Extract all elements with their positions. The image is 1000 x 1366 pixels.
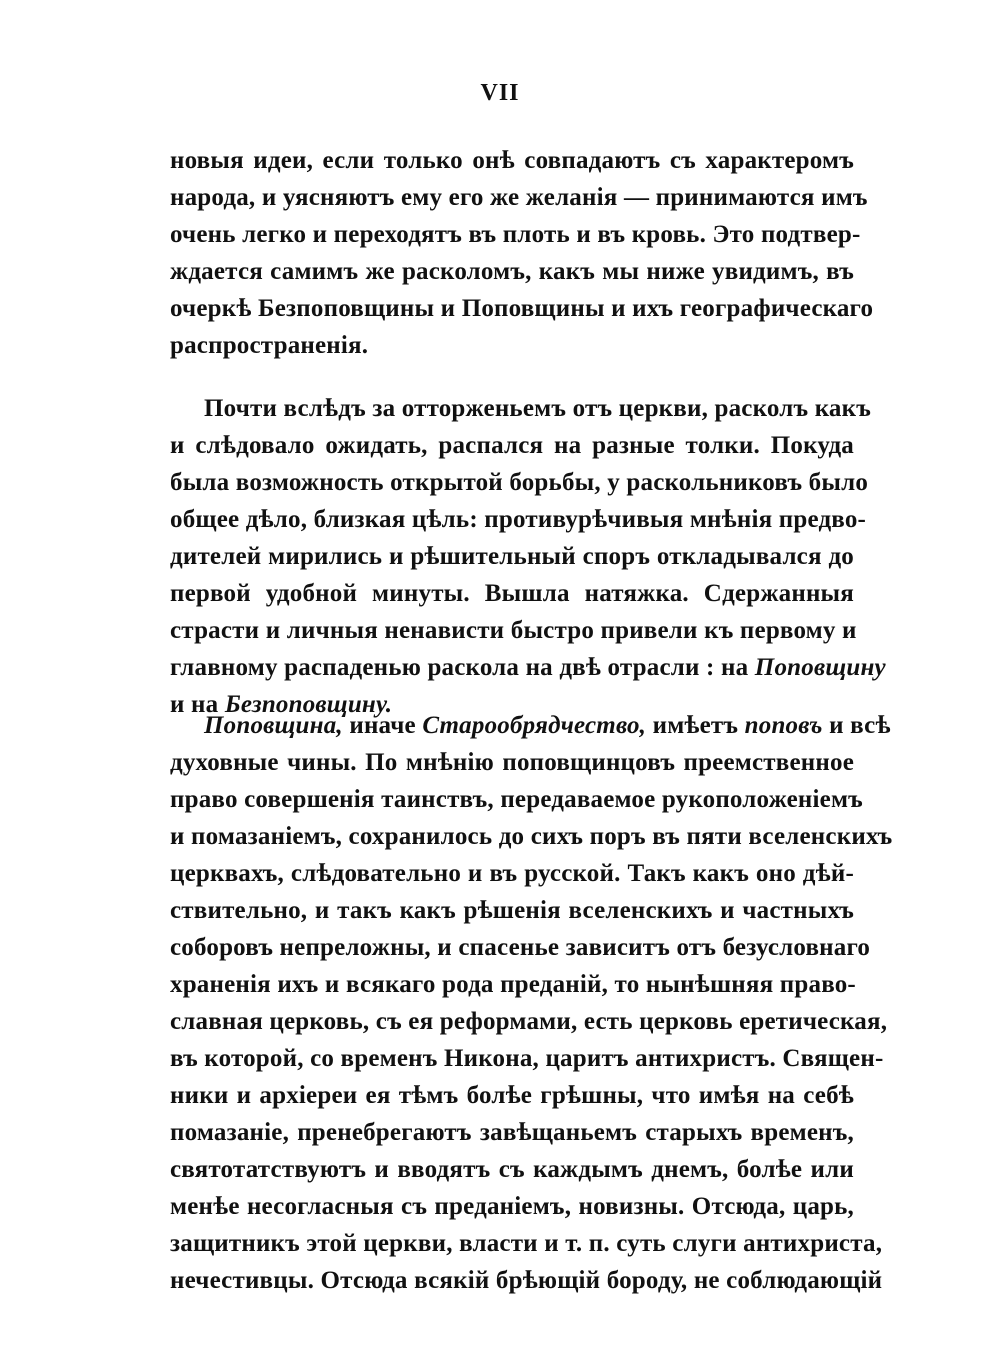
text-line: ствительно, и такъ какъ рѣшенія вселенскихъ и частныхъ [170, 897, 854, 924]
text-line: народа, и уясняютъ ему его же желанія — принимаются имъ [170, 184, 868, 211]
paragraph-2 [170, 390, 886, 723]
italic-term: Поповщина, [204, 712, 343, 739]
text-line: ники и архіереи ея тѣмъ болѣе грѣшны, что имѣя на себѣ [170, 1082, 854, 1109]
text-line: святотатствуютъ и вводятъ съ каждымъ днемъ, болѣе или [170, 1156, 854, 1183]
text-line: менѣе несогласныя съ преданіемъ, новизны. Отсюда, царь, [170, 1193, 854, 1220]
text-line: соборовъ непреложны, и спасенье зависитъ отъ безусловнаго [170, 934, 871, 961]
text-line: и слѣдовало ожидать, распался на разные толки. Покуда [170, 432, 854, 459]
text-line: церквахъ, слѣдовательно и въ русской. Такъ какъ оно дѣй- [170, 860, 854, 887]
text-line: очеркѣ Безпоповщины и Поповщины и ихъ географическаго [170, 295, 874, 322]
italic-term: поповъ [744, 712, 823, 739]
text-fragment: главному распаденью раскола на двѣ отрасли : на [170, 654, 749, 681]
text-line: дителей мирились и рѣшительный споръ откладывался до [170, 543, 854, 570]
text-line: первой удобной минуты. Вышла натяжка. Сдержанныя [170, 580, 854, 607]
text-line: помазаніе, пренебрегаютъ завѣщаньемъ старыхъ временъ, [170, 1119, 854, 1146]
italic-term: Поповщину [754, 654, 886, 681]
page-number: VII [480, 80, 520, 106]
text-line: духовные чины. По мнѣнію поповщинцовъ преемственное [170, 749, 854, 776]
text-fragment: имѣетъ [652, 712, 739, 739]
text-line: была возможность открытой борьбы, у раскольниковъ было [170, 469, 869, 496]
text-line: новыя идеи, если только онѣ совпадаютъ съ характеромъ [170, 147, 854, 174]
text-line: славная церковь, съ ея реформами, есть церковь еретическая, [170, 1008, 888, 1035]
paragraph-1 [170, 142, 874, 364]
text-line: страсти и личныя ненависти быстро привели къ первому и [170, 617, 857, 644]
text-line: храненія ихъ и всякаго рода преданій, то нынѣшняя право- [170, 971, 856, 998]
text-line: въ которой, со временъ Никона, царитъ антихристъ. Священ- [170, 1045, 884, 1072]
text-line: ждается самимъ же расколомъ, какъ мы ниже увидимъ, въ [170, 258, 854, 285]
text-fragment: иначе [349, 712, 416, 739]
text-line: и помазаніемъ, сохранилось до сихъ поръ въ пяти вселенскихъ [170, 823, 893, 850]
text-fragment: и на [170, 691, 219, 718]
text-line: нечестивцы. Отсюда всякій брѣющій бороду, не соблюдающій [170, 1267, 883, 1294]
italic-term: Безпоповщину. [224, 691, 393, 718]
text-line [170, 707, 891, 744]
text-line: распространенія. [170, 332, 369, 359]
text-fragment: и всѣ [829, 712, 891, 739]
paragraph-3 [170, 707, 893, 1299]
text-line: очень легко и переходятъ въ плоть и въ кровь. Это подтвер- [170, 221, 861, 248]
italic-term: Старообрядчество, [422, 712, 647, 739]
text-line: общее дѣло, близкая цѣль: противурѣчивыя мнѣнія предво- [170, 506, 867, 533]
text-line: Почти вслѣдъ за отторженьемъ отъ церкви, расколъ какъ [204, 395, 871, 422]
text-line: защитникъ этой церкви, власти и т. п. суть слуги антихриста, [170, 1230, 883, 1257]
text-line: право совершенія таинствъ, передаваемое рукоположеніемъ [170, 786, 863, 813]
text-line [170, 649, 886, 686]
